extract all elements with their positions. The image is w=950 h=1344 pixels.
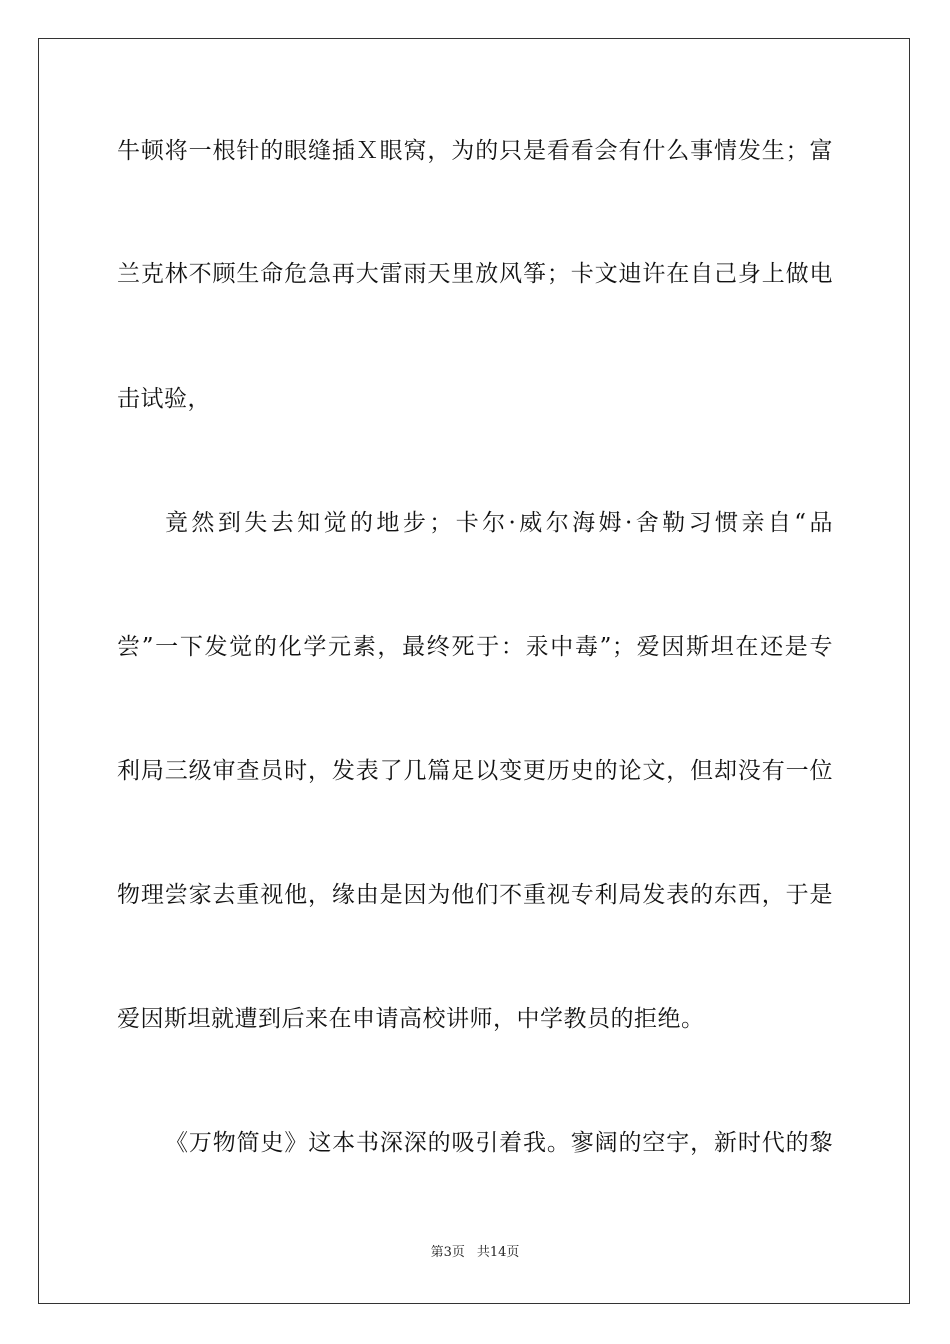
text-line: 利局三级审查员时，发表了几篇足以变更历史的论文，但却没有一位 bbox=[117, 758, 833, 784]
text-line: 兰克林不顾生命危急再大雷雨天里放风筝；卡文迪许在自己身上做电 bbox=[117, 261, 833, 287]
page-total: 共14页 bbox=[476, 1245, 520, 1260]
paragraph-start-line: 竟然到失去知觉的地步；卡尔·威尔海姆·舍勒习惯亲自“品 bbox=[165, 510, 833, 536]
page-number: 第3页 bbox=[430, 1245, 465, 1260]
text-line: 爱因斯坦就遭到后来在申请高校讲师，中学教员的拒绝。 bbox=[117, 1006, 705, 1032]
text-line: 牛顿将一根针的眼缝插Ｘ眼窝，为的只是看看会有什么事情发生；富 bbox=[117, 138, 833, 164]
text-line: 物理尝家去重视他，缘由是因为他们不重视专利局发表的东西，于是 bbox=[117, 882, 833, 908]
page-border bbox=[38, 38, 910, 1304]
text-line: 击试验， bbox=[117, 386, 211, 412]
page-footer bbox=[0, 1245, 950, 1261]
paragraph-start-line: 《万物简史》这本书深深的吸引着我。寥阔的空宇，新时代的黎 bbox=[165, 1130, 833, 1156]
text-line: 尝”一下发觉的化学元素，最终死于：汞中毒”；爱因斯坦在还是专 bbox=[117, 634, 833, 660]
